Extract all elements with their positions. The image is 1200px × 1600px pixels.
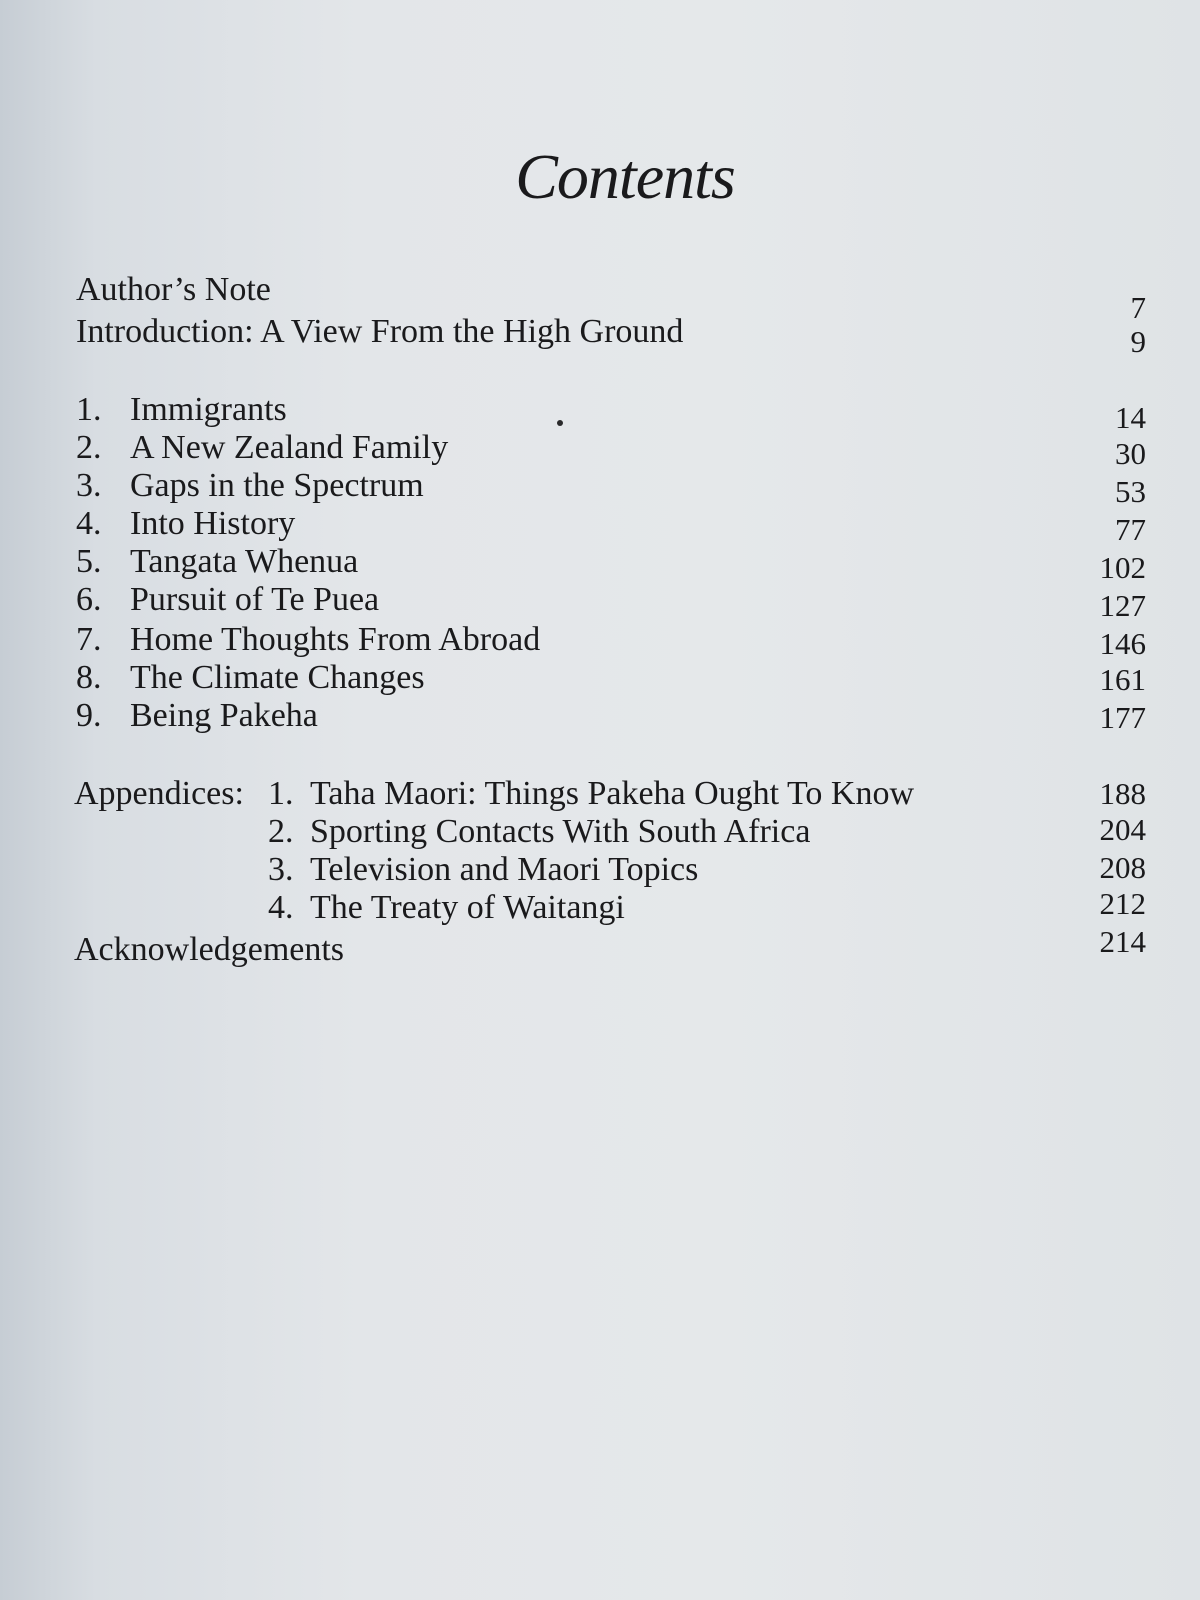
chapter-title: Into History	[130, 505, 296, 542]
appendix-number: 4.	[268, 889, 294, 926]
chapter-number: 1.	[76, 391, 102, 428]
appendix-title: The Treaty of Waitangi	[310, 889, 625, 926]
page-title: Contents	[515, 141, 735, 212]
toc-page-introduction: 9	[1130, 324, 1146, 359]
chapter-page: 102	[1099, 550, 1146, 585]
chapter-page: 77	[1115, 512, 1146, 547]
appendix-page: 188	[1099, 776, 1146, 811]
chapter-title: Immigrants	[130, 391, 287, 428]
chapter-page: 30	[1115, 436, 1146, 471]
chapter-number: 4.	[76, 505, 102, 542]
appendix-title: Taha Maori: Things Pakeha Ought To Know	[310, 775, 915, 812]
appendix-number: 2.	[268, 813, 294, 850]
toc-page-acknowledgements: 214	[1099, 924, 1146, 959]
appendix-number: 3.	[268, 851, 294, 888]
chapter-page: 14	[1115, 400, 1146, 435]
appendix-number: 1.	[268, 775, 294, 812]
chapter-number: 3.	[76, 467, 102, 504]
chapter-page: 146	[1099, 626, 1146, 661]
chapter-number: 2.	[76, 429, 102, 466]
appendix-page: 212	[1099, 886, 1146, 921]
chapter-title: Home Thoughts From Abroad	[130, 621, 541, 658]
appendix-title: Television and Maori Topics	[310, 851, 699, 888]
chapter-number: 7.	[76, 621, 102, 658]
toc-page-authors-note: 7	[1130, 290, 1146, 325]
appendix-page: 208	[1099, 850, 1146, 885]
toc-entry-acknowledgements: Acknowledgements	[74, 931, 345, 968]
chapter-number: 9.	[76, 697, 102, 734]
appendix-title: Sporting Contacts With South Africa	[310, 813, 811, 850]
chapter-number: 8.	[76, 659, 102, 696]
chapter-title: Gaps in the Spectrum	[130, 467, 424, 504]
chapter-number: 6.	[76, 581, 102, 618]
toc-entry-authors-note: Author’s Note	[76, 271, 271, 308]
chapter-title: Pursuit of Te Puea	[130, 581, 380, 618]
toc-entry-introduction: Introduction: A View From the High Ground	[76, 313, 684, 350]
appendices-label: Appendices:	[74, 775, 244, 812]
chapter-page: 177	[1099, 700, 1146, 735]
ink-dot	[557, 420, 563, 426]
chapter-number: 5.	[76, 543, 102, 580]
chapter-page: 127	[1099, 588, 1146, 623]
appendix-page: 204	[1099, 812, 1146, 847]
chapter-title: A New Zealand Family	[130, 429, 449, 466]
chapter-page: 53	[1115, 474, 1146, 509]
chapter-title: Being Pakeha	[130, 697, 318, 734]
chapter-title: Tangata Whenua	[130, 543, 359, 580]
chapter-title: The Climate Changes	[130, 659, 425, 696]
chapter-page: 161	[1099, 662, 1146, 697]
